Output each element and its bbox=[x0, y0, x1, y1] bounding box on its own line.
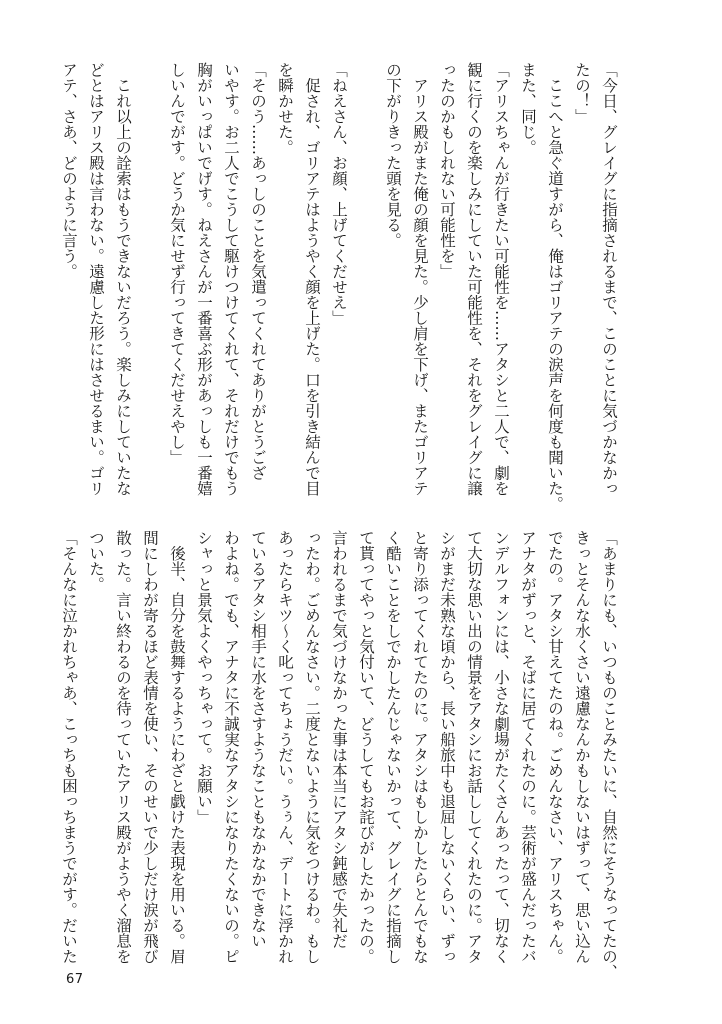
text-line: いやす。お二人でこうして駆けつけてくれて、それだけでもう bbox=[222, 62, 240, 496]
text-line: シがまだ未熟な頃から、長い船旅中も退屈しないくらい、ずっ bbox=[438, 530, 456, 964]
text-line bbox=[352, 62, 379, 502]
page-number: 67 bbox=[66, 972, 84, 987]
text-line: て貰ってやっと気付いて、どうしてもお詫びがしたかったの。 bbox=[357, 530, 375, 964]
text-line: 言われるまで気づけなかった事は本当にアタシ鈍感で失礼だ bbox=[330, 530, 348, 949]
text-line: 「今日、グレイグに指摘されるまで、このことに気づかなかっ bbox=[600, 62, 618, 496]
text-line: あったらキツ～く叱ってちょうだい。うぅん、デートに浮かれ bbox=[276, 530, 294, 964]
text-line: どとはアリス殿は言わない。遠慮した形にはさせるまい。ゴリ bbox=[87, 62, 105, 496]
text-line: 散った。言い終わるのを待っていたアリス殿がようやく溜息を bbox=[114, 530, 132, 964]
text-line: ンデルフォンには、小さな劇場がたくさんあったって、切なく bbox=[492, 530, 510, 964]
text-line: く酷いことをしでかしたんじゃないかって、グレイグに指摘し bbox=[384, 530, 402, 964]
text-line: でたの。アタシ甘えてたのね。ごめんなさい、アリスちゃん。 bbox=[546, 530, 564, 964]
text-line: の下がりきった頭を見る。 bbox=[384, 62, 402, 248]
text-line: アリス殿がまた俺の顔を見た。少し肩を下げ、またゴリアテ bbox=[411, 62, 429, 496]
text-line: アテ、さあ、どのように言う。 bbox=[60, 62, 78, 279]
text-line: しいんでがす。どうか気にせず行ってきてくだせえやし」 bbox=[168, 62, 186, 465]
upper-text-block bbox=[55, 62, 622, 512]
text-line: わよね。でも、アナタに不誠実なアタシになりたくないの。ピ bbox=[222, 530, 240, 964]
text-line: ているアタシ相手に水をさすようなこともなかなかできない bbox=[249, 530, 267, 949]
text-line: たの！」 bbox=[573, 62, 591, 124]
text-line: 間にしわが寄るほど表情を使い、そのせいで少しだけ涙が飛び bbox=[141, 530, 159, 964]
text-line: ついた。 bbox=[87, 530, 105, 592]
text-line: 後半、自分を鼓舞するようにわざと戯けた表現を用いる。眉 bbox=[168, 530, 186, 964]
text-line: シャっと景気よくやっちゃって。お願い」 bbox=[195, 530, 213, 825]
text-line: 「アリスちゃんが行きたい可能性を……アタシと二人で、劇を bbox=[492, 62, 510, 496]
text-line: ったわ。ごめんなさい。二度とないように気をつけるわ。もし bbox=[303, 530, 321, 964]
text-line: ったのかもしれない可能性を」 bbox=[438, 62, 456, 279]
text-line: また、同じ。 bbox=[519, 62, 537, 155]
text-line: て大切な思い出の情景をアタシにお話ししてくれたのに。アタ bbox=[465, 530, 483, 964]
text-line: 胸がいっぱいでげす。ねえさんが一番喜ぶ形があっしも一番嬉 bbox=[195, 62, 213, 496]
text-line: 促され、ゴリアテはようやく顔を上げた。口を引き結んで目 bbox=[303, 62, 321, 496]
text-line: 「あまりにも、いつものことみたいに、自然にそうなってたの、 bbox=[600, 530, 618, 980]
text-line: 「ねえさん、お顔、上げてくだせえ」 bbox=[330, 62, 348, 326]
text-line bbox=[136, 62, 163, 502]
text-line: と寄り添ってくれてたのに。アタシはもしかしたらとんでもな bbox=[411, 530, 429, 964]
text-line: アナタがずっと、そばに居てくれたのに。芸術が盛んだったバ bbox=[519, 530, 537, 964]
text-line: 観に行くのを楽しみにしていた可能性を、それをグレイグに譲 bbox=[465, 62, 483, 496]
text-line: ここへと急ぐ道すがら、俺はゴリアテの涙声を何度も聞いた。 bbox=[546, 62, 564, 512]
text-line: を瞬かせた。 bbox=[276, 62, 294, 155]
text-line: きっとそんな水くさい遠慮なんかもしないはずって、思い込ん bbox=[573, 530, 591, 964]
text-line: 「そのう……あっしのことを気遣ってくれてありがとうござ bbox=[249, 62, 267, 481]
text-line: これ以上の詮索はもうできないだろう。楽しみにしていたな bbox=[114, 62, 132, 496]
text-line: 「そんなに泣かれちゃあ、こっちも困っちまうでがす。だいた bbox=[60, 530, 78, 964]
